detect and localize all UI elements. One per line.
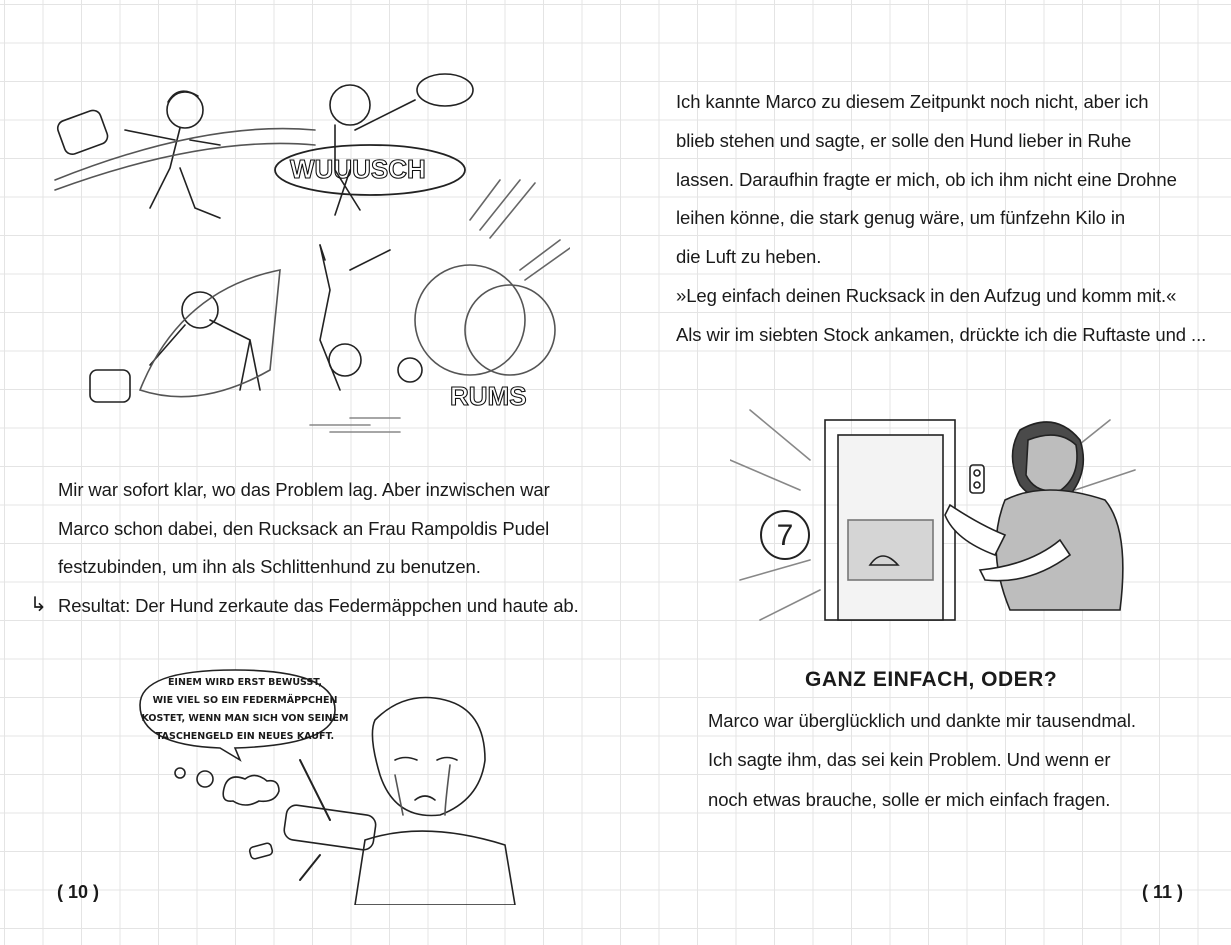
paragraph-line: Mir war sofort klar, wo das Problem lag. Aber inzwischen war — [58, 479, 550, 500]
speech-bubble-line: TASCHENGELD EIN NEUES KAUFT. — [155, 731, 335, 742]
sfx-wuusch: WUUUSCH — [290, 154, 426, 184]
speech-bubble — [140, 674, 350, 746]
closing-line: Ich sagte ihm, das sei kein Problem. Und wenn er — [708, 749, 1111, 770]
paragraph-line: leihen könne, die stark genug wäre, um fünfzehn Kilo in — [676, 207, 1126, 228]
result-line: Resultat: Der Hund zerkaute das Federmäppchen und haute ab. — [58, 595, 579, 616]
paragraph-line: Marco schon dabei, den Rucksack an Frau Rampoldis Pudel — [58, 518, 550, 539]
page-number: ( 10 ) — [57, 882, 100, 902]
paragraph-line: Ich kannte Marco zu diesem Zeitpunkt noch nicht, aber ich — [676, 91, 1149, 112]
elevator-illustration — [730, 390, 1150, 635]
paragraph-line: die Luft zu heben. — [676, 246, 822, 267]
paragraph-line: »Leg einfach deinen Rucksack in den Aufzug und komm mit.« — [676, 285, 1177, 306]
closing-line: noch etwas brauche, solle er mich einfach fragen. — [708, 789, 1111, 810]
speech-bubble-line: EINEM WIRD ERST BEWUSST, — [167, 677, 323, 688]
result-arrow-icon: ↳ — [30, 594, 47, 616]
paragraph-line: Als wir im siebten Stock ankamen, drückte ich die Ruftaste und ... — [676, 324, 1207, 345]
closing-line: Marco war überglücklich und dankte mir tausendmal. — [708, 710, 1136, 731]
speech-bubble-line: WIE VIEL SO EIN FEDERMÄPPCHEN — [152, 695, 338, 706]
paragraph-line: blieb stehen und sagte, er solle den Hund lieber in Ruhe — [676, 130, 1132, 151]
speech-bubble-line: KOSTET, WENN MAN SICH VON SEINEM — [141, 713, 349, 724]
right-page — [615, 0, 1231, 945]
floor-number: 7 — [776, 519, 794, 552]
comic-illustration-sled-attempt — [50, 70, 570, 440]
section-heading: GANZ EINFACH, ODER? — [805, 668, 1058, 691]
paragraph-line: lassen. Daraufhin fragte er mich, ob ich ihm nicht eine Drohne — [676, 169, 1177, 190]
page-number: ( 11 ) — [1142, 882, 1184, 902]
sfx-rums: RUMS — [450, 381, 527, 411]
paragraph-line: festzubinden, um ihn als Schlittenhund zu benutzen. — [58, 556, 481, 577]
left-page — [0, 0, 615, 945]
